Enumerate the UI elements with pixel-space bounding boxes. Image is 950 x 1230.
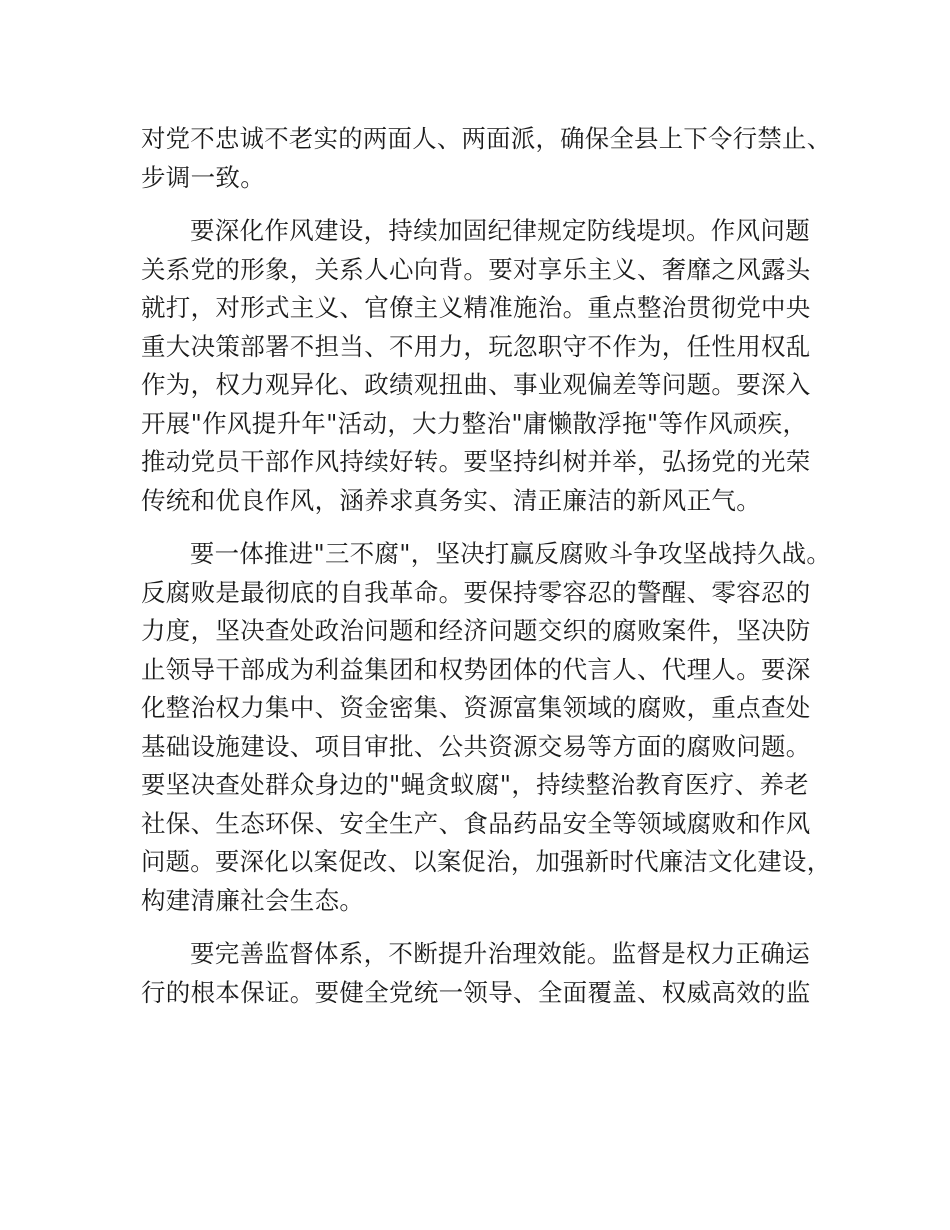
text-line: 行的根本保证。要健全党统一领导、全面覆盖、权威高效的监 [141, 977, 811, 1007]
text-line: 止领导干部成为利益集团和权势团体的代言人、代理人。要深 [141, 654, 811, 684]
paragraph-3 [141, 535, 831, 920]
text-line: 社保、生态环保、安全生产、食品药品安全等领域腐败和作风 [141, 808, 811, 838]
text-line: 要深化作风建设，持续加固纪律规定防线堤坝。作风问题 [190, 216, 810, 245]
text-line: 对党不忠诚不老实的两面人、两面派，确保全县上下令行禁止、 [141, 124, 832, 153]
text-line: 问题。要深化以案促改、以案促治，加强新时代廉洁文化建设， [141, 847, 832, 876]
text-line: 基础设施建设、项目审批、公共资源交易等方面的腐败问题。 [141, 731, 811, 761]
paragraph-4 [141, 935, 831, 1012]
text-line: 要坚决查处群众身边的"蝇贪蚁腐"，持续整治教育医疗、养老 [141, 770, 809, 799]
text-line: 力度，坚决查处政治问题和经济问题交织的腐败案件，坚决防 [141, 616, 811, 645]
text-line: 就打，对形式主义、官僚主义精准施治。重点整治贯彻党中央 [141, 293, 811, 322]
text-line: 作为，权力观异化、政绩观扭曲、事业观偏差等问题。要深入 [141, 370, 811, 399]
paragraph-1 [141, 120, 831, 197]
text-line: 关系党的形象，关系人心向背。要对享乐主义、奢靡之风露头 [141, 254, 811, 284]
text-line: 化整治权力集中、资金密集、资源富集领域的腐败，重点查处 [141, 693, 811, 722]
text-line: 要一体推进"三不腐"，坚决打赢反腐败斗争攻坚战持久战。 [189, 539, 832, 568]
text-line: 传统和优良作风，涵养求真务实、清正廉洁的新风正气。 [141, 485, 761, 515]
document-body [141, 120, 831, 1012]
text-line: 开展"作风提升年"活动，大力整治"庸懒散浮拖"等作风顽疾， [141, 408, 808, 438]
text-line: 推动党员干部作风持续好转。要坚持纠树并举，弘扬党的光荣 [141, 447, 811, 476]
text-line: 要完善监督体系，不断提升治理效能。监督是权力正确运 [190, 939, 810, 968]
paragraph-2 [141, 212, 831, 520]
text-line: 重大决策部署不担当、不用力，玩忽职守不作为，任性用权乱 [141, 331, 811, 361]
text-line: 步调一致。 [141, 162, 265, 192]
text-line: 构建清廉社会生态。 [141, 885, 365, 915]
text-line: 反腐败是最彻底的自我革命。要保持零容忍的警醒、零容忍的 [141, 577, 811, 607]
